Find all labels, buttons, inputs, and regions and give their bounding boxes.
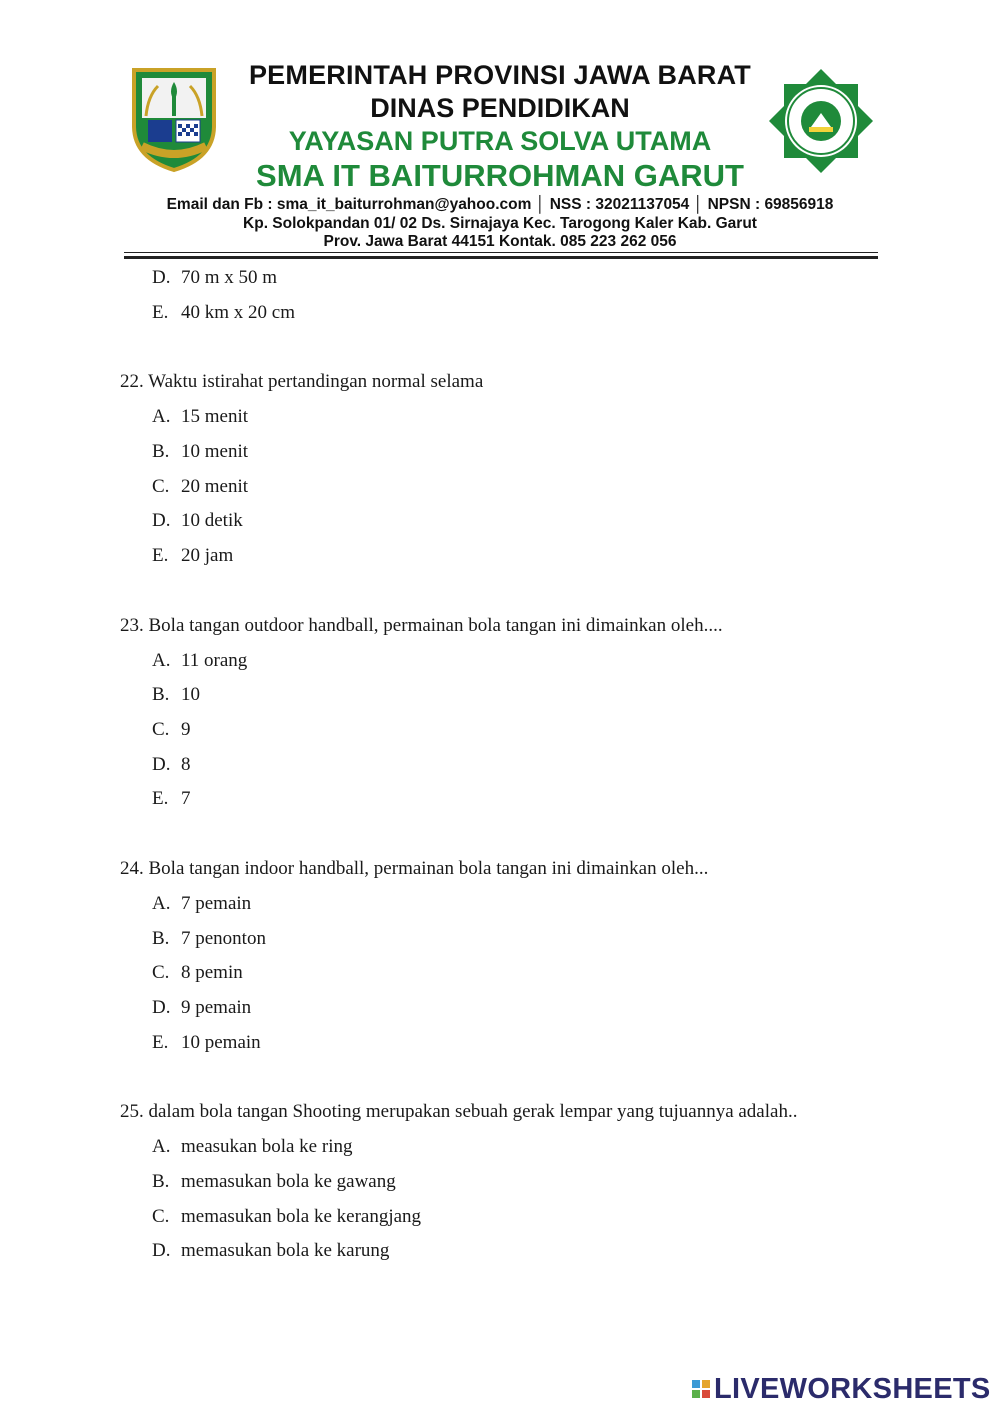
option-text: 7 penonton xyxy=(181,928,266,949)
letterhead xyxy=(0,0,1000,265)
option[interactable] xyxy=(152,441,248,463)
option-letter: B. xyxy=(152,928,170,949)
option[interactable] xyxy=(152,684,200,706)
option-letter: A. xyxy=(152,893,171,914)
school-seal-icon xyxy=(766,66,876,176)
option-text: 40 km x 20 cm xyxy=(181,302,295,323)
option-letter: D. xyxy=(152,267,171,288)
question-number: 25. xyxy=(120,1101,144,1122)
option-letter: C. xyxy=(152,476,170,497)
option[interactable] xyxy=(152,997,251,1019)
option[interactable] xyxy=(152,406,248,428)
header-department: DINAS PENDIDIKAN xyxy=(370,93,630,123)
header-foundation: YAYASAN PUTRA SOLVA UTAMA xyxy=(288,126,712,156)
option-text: 8 xyxy=(181,754,191,775)
option-letter: E. xyxy=(152,302,169,323)
header-contact-email: Email dan Fb : sma_it_baiturrohman@yahoo.com │ NSS : 32021137054 │ NPSN : 69856918 xyxy=(166,196,834,213)
question-23 xyxy=(120,615,723,637)
option-text: measukan bola ke ring xyxy=(181,1136,353,1157)
liveworksheets-grid-icon xyxy=(692,1380,710,1398)
question-text: Bola tangan outdoor handball, permainan bola tangan ini dimainkan oleh.... xyxy=(148,615,723,636)
liveworksheets-brand: LIVEWORKSHEETS xyxy=(714,1372,991,1405)
question-25 xyxy=(120,1101,797,1123)
option-letter: D. xyxy=(152,510,171,531)
option-letter: A. xyxy=(152,650,171,671)
option-letter: B. xyxy=(152,1171,170,1192)
option[interactable] xyxy=(152,1171,396,1193)
option-text: 10 detik xyxy=(181,510,243,531)
option-text: 7 xyxy=(181,788,191,809)
option[interactable] xyxy=(152,476,248,498)
option[interactable] xyxy=(152,788,191,810)
option-letter: E. xyxy=(152,1032,169,1053)
option-text: 10 menit xyxy=(181,441,249,462)
option[interactable] xyxy=(152,510,243,532)
option[interactable] xyxy=(152,719,191,741)
option-letter: B. xyxy=(152,684,170,705)
question-24 xyxy=(120,858,708,880)
option-text: 7 pemain xyxy=(181,893,252,914)
option[interactable] xyxy=(152,962,243,984)
option[interactable] xyxy=(152,267,277,289)
option-letter: C. xyxy=(152,1206,170,1227)
option[interactable] xyxy=(152,1032,261,1054)
option[interactable] xyxy=(152,545,233,567)
question-number: 22. xyxy=(120,371,144,392)
option-letter: D. xyxy=(152,997,171,1018)
question-text: Bola tangan indoor handball, permainan bola tangan ini dimainkan oleh... xyxy=(148,858,709,879)
option-text: 10 pemain xyxy=(181,1032,261,1053)
option-letter: A. xyxy=(152,406,171,427)
option-text: 9 xyxy=(181,719,191,740)
option-letter: C. xyxy=(152,719,170,740)
option-text: memasukan bola ke gawang xyxy=(181,1171,396,1192)
option-text: 10 xyxy=(181,684,200,705)
header-divider-thin xyxy=(124,252,878,253)
question-number: 23. xyxy=(120,615,144,636)
option-text: 70 m x 50 m xyxy=(181,267,278,288)
option-text: 15 menit xyxy=(181,406,249,427)
option-letter: B. xyxy=(152,441,170,462)
option-text: 11 orang xyxy=(181,650,248,671)
option-letter: D. xyxy=(152,754,171,775)
question-22 xyxy=(120,371,483,393)
option-letter: A. xyxy=(152,1136,171,1157)
option[interactable] xyxy=(152,893,251,915)
option[interactable] xyxy=(152,1240,389,1262)
liveworksheets-logo xyxy=(692,1372,991,1406)
question-text: Waktu istirahat pertandingan normal selama xyxy=(148,371,484,392)
option-text: 9 pemain xyxy=(181,997,252,1018)
option[interactable] xyxy=(152,302,295,324)
header-school-name: SMA IT BAITURROHMAN GARUT xyxy=(256,158,744,193)
option-text: memasukan bola ke kerangjang xyxy=(181,1206,422,1227)
option-letter: E. xyxy=(152,788,169,809)
option-text: 20 jam xyxy=(181,545,234,566)
header-address: Kp. Solokpandan 01/ 02 Ds. Sirnajaya Kec. Tarogong Kaler Kab. Garut xyxy=(243,215,757,232)
header-address-2: Prov. Jawa Barat 44151 Kontak. 085 223 262 056 xyxy=(323,233,677,250)
option[interactable] xyxy=(152,650,247,672)
option-text: memasukan bola ke karung xyxy=(181,1240,390,1261)
option-text: 8 pemin xyxy=(181,962,243,983)
option[interactable] xyxy=(152,754,191,776)
header-government: PEMERINTAH PROVINSI JAWA BARAT xyxy=(248,60,752,90)
option[interactable] xyxy=(152,1136,352,1158)
option-letter: E. xyxy=(152,545,169,566)
option[interactable] xyxy=(152,928,266,950)
option-letter: C. xyxy=(152,962,170,983)
option-text: 20 menit xyxy=(181,476,249,497)
option-letter: D. xyxy=(152,1240,171,1261)
question-number: 24. xyxy=(120,858,144,879)
question-text: dalam bola tangan Shooting merupakan sebuah gerak lempar yang tujuannya adalah.. xyxy=(148,1101,798,1122)
header-divider-thick xyxy=(124,256,878,259)
option[interactable] xyxy=(152,1206,421,1228)
